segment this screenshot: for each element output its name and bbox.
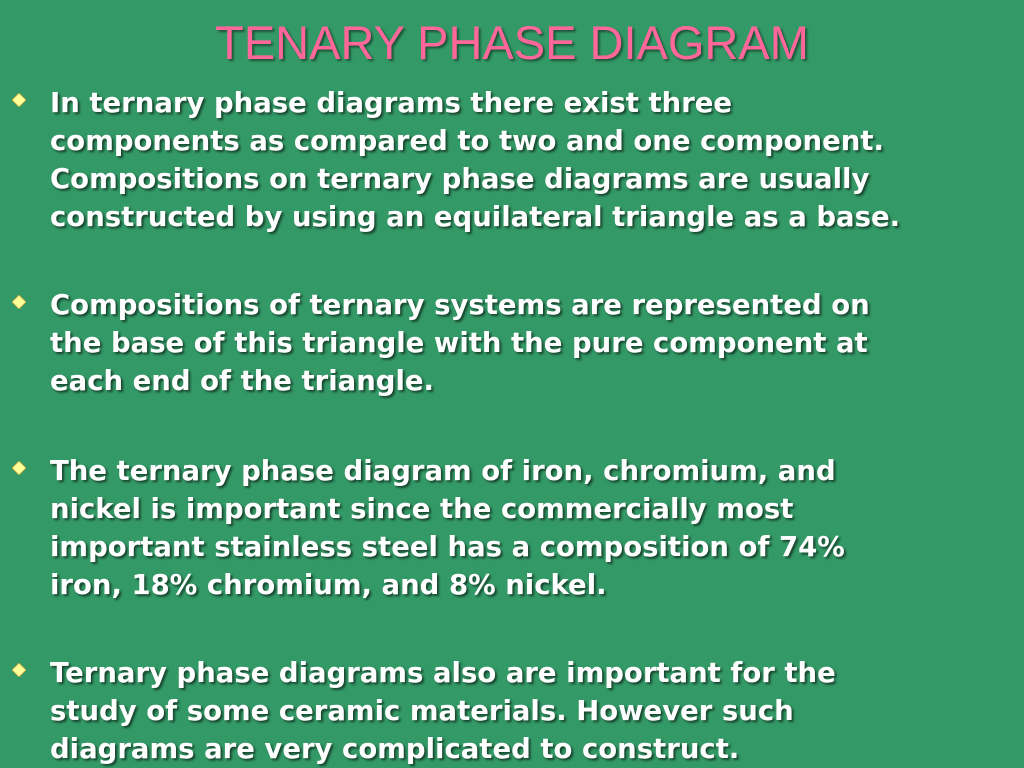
diamond-bullet-icon xyxy=(12,295,26,309)
diamond-bullet-icon xyxy=(12,663,26,677)
bullet-text: In ternary phase diagrams there exist three components as compared to two and one component. Compositions on ternary phase diagrams are usually constructed by using an equilateral triangle as a base. xyxy=(50,87,901,233)
diamond-bullet-icon xyxy=(12,93,26,107)
bullet-text: The ternary phase diagram of iron, chromium, and nickel is important since the commercially most important stainless steel has a composition of 74% iron, 18% chromium, and 8% nickel. xyxy=(50,455,845,601)
bullet-text: Compositions of ternary systems are represented on the base of this triangle with the pure component at each end of the triangle. xyxy=(50,289,870,397)
slide-title: TENARY PHASE DIAGRAM xyxy=(215,16,809,69)
bullet-text: Ternary phase diagrams also are important for the study of some ceramic materials. However such diagrams are very complicated to construct. xyxy=(50,657,836,765)
diamond-bullet-icon xyxy=(12,461,26,475)
